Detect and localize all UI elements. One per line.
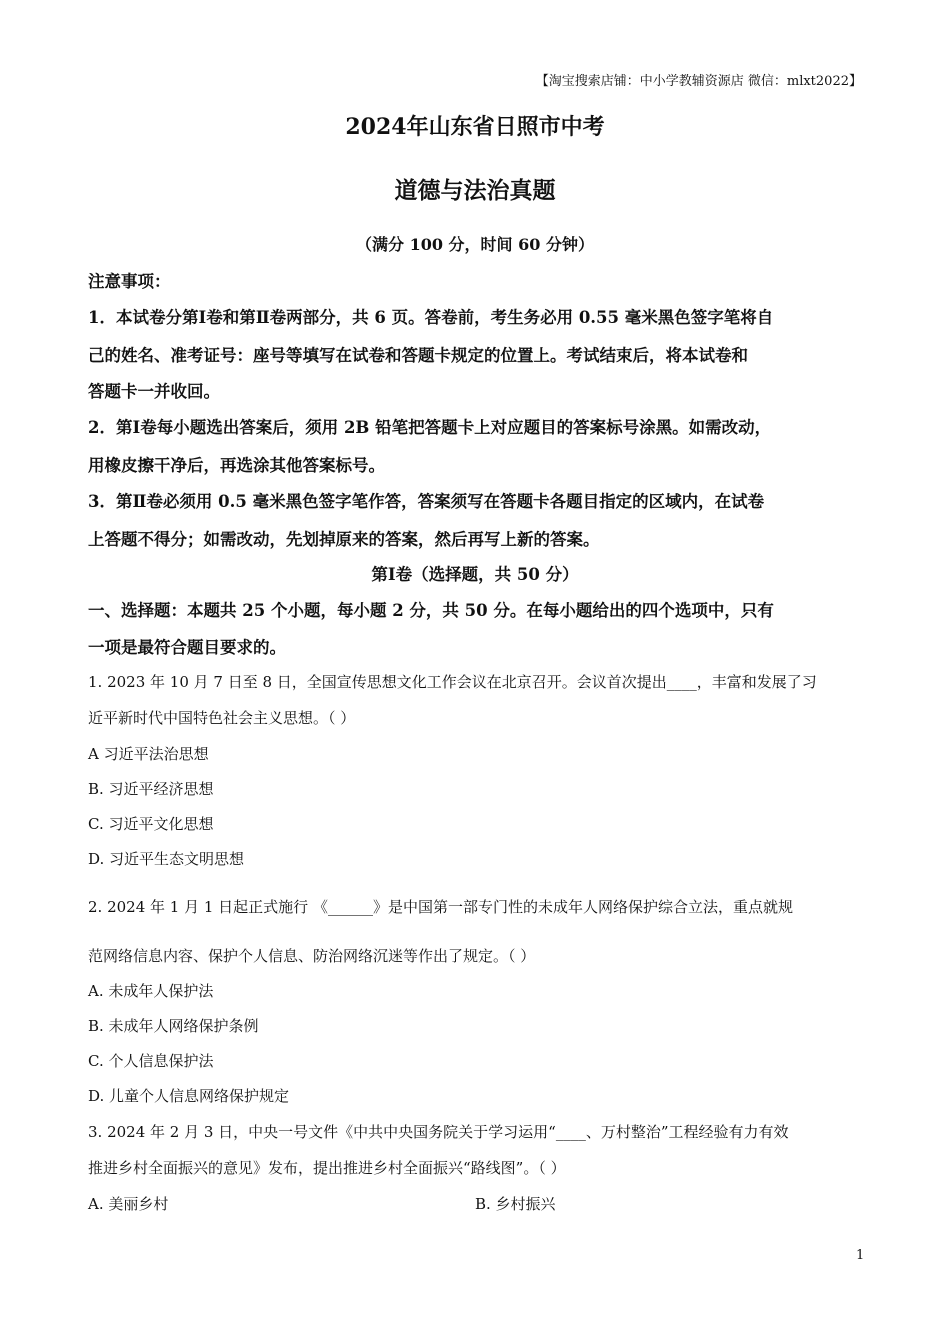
notice-line: 1．本试卷分第Ⅰ卷和第Ⅱ卷两部分，共 6 页。答卷前，考生务必用 0.55 毫米黑色签字笔将自 (88, 308, 774, 327)
notice-line: 用橡皮擦干净后，再选涂其他答案标号。 (88, 456, 385, 475)
section-title: 第Ⅰ卷（选择题，共 50 分） (371, 565, 579, 584)
question-3-option-b: B. 乡村振兴 (475, 1195, 556, 1213)
notice-line: 上答题不得分；如需改动，先划掉原来的答案，然后再写上新的答案。 (88, 530, 600, 549)
notice-line: 3．第Ⅱ卷必须用 0.5 毫米黑色签字笔作答，答案须写在答题卡各题目指定的区域内，在试卷 (88, 492, 765, 511)
question-3-stem: 推进乡村全面振兴的意见》发布，提出推进乡村全面振兴“路线图”。（ ） (88, 1159, 566, 1177)
exam-title: 2024年山东省日照市中考 (345, 114, 605, 140)
notice-heading: 注意事项： (88, 272, 171, 291)
question-1-option-c: C. 习近平文化思想 (88, 815, 214, 833)
question-2-stem: 范网络信息内容、保护个人信息、防治网络沉迷等作出了规定。（ ） (88, 947, 536, 965)
score-info: （满分 100 分，时间 60 分钟） (356, 235, 594, 254)
notice-line: 己的姓名、准考证号：座号等填写在试卷和答题卡规定的位置上。考试结束后，将本试卷和 (88, 346, 748, 365)
question-2-option-c: C. 个人信息保护法 (88, 1052, 214, 1070)
question-2-stem: 2. 2024 年 1 月 1 日起正式施行 《______》是中国第一部专门性的未成年人网络保护综合立法，重点就规 (88, 898, 793, 916)
question-3-option-a: A. 美丽乡村 (88, 1195, 169, 1213)
page-number: 1 (856, 1248, 865, 1263)
notice-line: 2．第Ⅰ卷每小题选出答案后，须用 2B 铅笔把答题卡上对应题目的答案标号涂黑。如需改动， (88, 418, 772, 437)
question-1-option-d: D. 习近平生态文明思想 (88, 850, 245, 868)
exam-subject-title: 道德与法治真题 (394, 177, 556, 204)
question-1-stem: 近平新时代中国特色社会主义思想。（ ） (88, 709, 356, 727)
question-1-option-a: A 习近平法治思想 (88, 745, 209, 763)
header-note: 【淘宝搜索店铺：中小学教辅资源店 微信：mlxt2022】 (535, 74, 862, 89)
question-2-option-d: D. 儿童个人信息网络保护规定 (88, 1087, 290, 1105)
notice-line: 答题卡一并收回。 (88, 382, 220, 401)
part-instruction: 一项是最符合题目要求的。 (88, 638, 286, 657)
question-2-option-a: A. 未成年人保护法 (88, 982, 214, 1000)
question-1-stem: 1. 2023 年 10 月 7 日至 8 日，全国宣传思想文化工作会议在北京召开。会议首次提出____，丰富和发展了习 (88, 673, 817, 691)
question-2-option-b: B. 未成年人网络保护条例 (88, 1017, 259, 1035)
question-1-option-b: B. 习近平经济思想 (88, 780, 214, 798)
question-3-stem: 3. 2024 年 2 月 3 日，中央一号文件《中共中央国务院关于学习运用“____、万村整治”工程经验有力有效 (88, 1123, 789, 1141)
part-instruction: 一、选择题：本题共 25 个小题，每小题 2 分，共 50 分。在每小题给出的四个选项中，只有 (88, 601, 774, 620)
